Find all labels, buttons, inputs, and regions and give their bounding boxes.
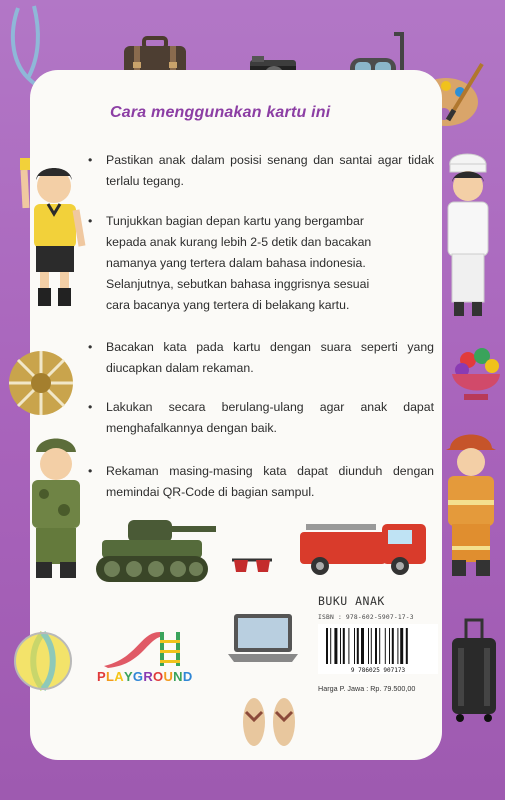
instruction-item: • Pastikan anak dalam posisi senang dan santai agar tidak terlalu tegang. xyxy=(84,150,434,192)
barcode-bar xyxy=(371,628,372,664)
tank-icon xyxy=(94,510,218,586)
brand-letter-char: N xyxy=(173,669,183,684)
instructions-list xyxy=(84,150,434,503)
brand-letter-char: R xyxy=(143,669,154,684)
instruction-item: • Lakukan secara berulang-ulang agar anak dapat menghafalkannya dengan baik. xyxy=(84,397,434,439)
brand-letter-char: O xyxy=(153,669,164,684)
brand-letter xyxy=(97,669,193,684)
instruction-line: Selanjutnya, sebutkan bahasa inggrisnya sesuai xyxy=(106,277,370,291)
barcode-bar xyxy=(330,628,331,664)
category-label: BUKU ANAK xyxy=(318,594,385,608)
barcode-bar xyxy=(354,628,355,664)
barcode-bar xyxy=(348,628,349,664)
barcode-bar xyxy=(406,628,408,664)
barcode-bar xyxy=(400,628,403,664)
playground-brand-logo xyxy=(97,669,193,684)
instruction-item: • Bacakan kata pada kartu dengan suara seperti yang diucapkan dalam rekaman. xyxy=(84,337,434,379)
barcode-bar xyxy=(340,628,341,664)
football-icon xyxy=(6,348,76,418)
barcode-bar xyxy=(385,628,386,664)
beach-ball-icon xyxy=(12,630,74,692)
instruction-line: cara bacanya yang tertera di belakang kartu. xyxy=(106,298,350,312)
sunglasses-icon xyxy=(230,556,274,580)
instruction-item xyxy=(84,211,434,316)
barcode-bar xyxy=(368,628,369,664)
brand-letter-char: A xyxy=(114,669,124,684)
salad-bowl-icon xyxy=(448,340,504,412)
brand-letter-char: P xyxy=(97,669,106,684)
brand-letter-char: Y xyxy=(123,669,133,684)
brand-letter-char: L xyxy=(105,669,115,684)
barcode-bar xyxy=(343,628,345,664)
soldier-illustration xyxy=(18,434,94,584)
barcode-bar xyxy=(361,628,364,664)
section-title: Cara menggunakan kartu ini xyxy=(110,104,331,121)
barcode-bar xyxy=(326,628,328,664)
barcode-bar xyxy=(392,628,394,664)
luggage-icon xyxy=(446,618,502,722)
slide-icon xyxy=(98,628,194,668)
barcode-bar xyxy=(379,628,380,664)
barcode-bar xyxy=(375,628,377,664)
barcode-bar xyxy=(334,628,337,664)
barcode-bar xyxy=(357,628,359,664)
instruction-line: • Tunjukkan bagian depan kartu yang bergambar xyxy=(106,214,364,228)
barcode-digits: 9 786025 907173 xyxy=(350,667,406,674)
brand-letter-char: U xyxy=(163,669,174,684)
instruction-item: • Rekaman masing-masing kata dapat diunduh dengan memindai QR-Code di bagian sampul. xyxy=(84,461,434,503)
chef-girl-illustration xyxy=(436,146,500,320)
barcode-bar xyxy=(397,628,398,664)
referee-boy-illustration xyxy=(12,150,90,320)
isbn-text: ISBN : 978-602-5907-17-3 xyxy=(318,614,414,621)
barcode-bar xyxy=(389,628,390,664)
brand-letter-char: D xyxy=(182,669,193,684)
barcode-icon xyxy=(318,624,438,674)
sandals-icon xyxy=(236,694,302,750)
brand-letter-char: G xyxy=(132,669,144,684)
fire-truck-icon xyxy=(296,514,434,576)
instruction-line: kepada anak kurang lebih 2-5 detik dan bacakan xyxy=(106,235,372,249)
price-label: Harga P. Jawa : Rp. 79.500,00 xyxy=(318,684,416,693)
firefighter-illustration xyxy=(438,430,504,580)
instruction-line: namanya yang tertera dalam bahasa indonesia. xyxy=(106,256,366,270)
laptop-icon xyxy=(226,610,300,666)
barcode-block xyxy=(318,594,442,679)
